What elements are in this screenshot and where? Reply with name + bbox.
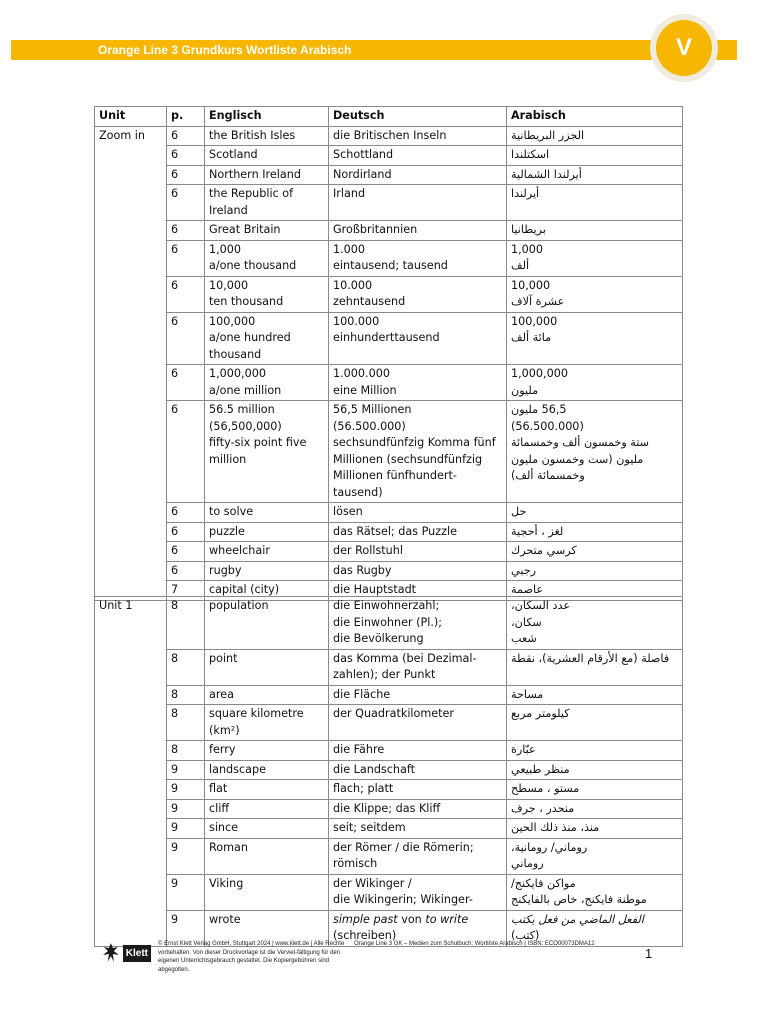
table-row xyxy=(95,819,683,839)
german-italic-term: simple past xyxy=(333,912,398,926)
english-cell: capital (city) xyxy=(205,581,329,601)
page-cell: 6 xyxy=(167,312,205,365)
header-english: Englisch xyxy=(205,107,329,127)
page-cell: 8 xyxy=(167,597,205,650)
german-cell: Schottland xyxy=(329,146,507,166)
header-german: Deutsch xyxy=(329,107,507,127)
arabic-cell: أيرلندا xyxy=(507,185,683,221)
arabic-cell: عبّارة xyxy=(507,741,683,761)
klett-wordmark: Klett xyxy=(123,945,151,962)
header-page: p. xyxy=(167,107,205,127)
page-cell: 9 xyxy=(167,780,205,800)
table-row xyxy=(95,365,683,401)
page-cell: 6 xyxy=(167,522,205,542)
arabic-cell: روماني/ رومانية، روماني xyxy=(507,838,683,874)
table-row xyxy=(95,561,683,581)
page-cell: 8 xyxy=(167,685,205,705)
arabic-cell: 1,000 ألف xyxy=(507,240,683,276)
english-cell: wrote xyxy=(205,910,329,946)
english-cell: landscape xyxy=(205,760,329,780)
german-cell: die Klippe; das Kliff xyxy=(329,799,507,819)
table-row xyxy=(95,705,683,741)
page-cell: 6 xyxy=(167,401,205,503)
table-row xyxy=(95,185,683,221)
page-cell: 9 xyxy=(167,838,205,874)
vocab-table-unit-1 xyxy=(94,596,683,947)
arabic-cell: بريطانيا xyxy=(507,221,683,241)
level-badge xyxy=(656,20,712,76)
vocab-table-zoom-in xyxy=(94,106,683,601)
german-cell: 1.000 eintausend; tausend xyxy=(329,240,507,276)
page-cell: 9 xyxy=(167,910,205,946)
table-row xyxy=(95,780,683,800)
page-cell: 8 xyxy=(167,649,205,685)
page-cell: 6 xyxy=(167,221,205,241)
footer-copyright: © Ernst Klett Verlag GmbH, Stuttgart 2024 | www.klett.de | Alle Rechte vorbehalten. Von dieser Druckvorlage ist die Verviel-fältigung für den eigenen Unterrichtsgebrauch gestattet. Die Kopiergebühren sind abgegolten. xyxy=(158,941,345,973)
table-row xyxy=(95,221,683,241)
german-cell: das Komma (bei Dezimal-zahlen); der Punkt xyxy=(329,649,507,685)
english-cell: Viking xyxy=(205,874,329,910)
table-row xyxy=(95,312,683,365)
german-cell: die Hauptstadt xyxy=(329,581,507,601)
header-arabic: Arabisch xyxy=(507,107,683,127)
arabic-cell: مساحة xyxy=(507,685,683,705)
table-row xyxy=(95,597,683,650)
arabic-cell: اسكتلندا xyxy=(507,146,683,166)
page-cell: 9 xyxy=(167,760,205,780)
english-cell: flat xyxy=(205,780,329,800)
page-cell: 6 xyxy=(167,365,205,401)
table-row xyxy=(95,838,683,874)
page-cell: 6 xyxy=(167,503,205,523)
page-cell: 6 xyxy=(167,561,205,581)
arabic-cell: مواكن فايكنج/ موطنة فايكنج، خاص بالفايكنج xyxy=(507,874,683,910)
table-row xyxy=(95,542,683,562)
english-cell: 100,000 a/one hundred thousand xyxy=(205,312,329,365)
page-number: 1 xyxy=(645,946,653,961)
german-cell: die Fläche xyxy=(329,685,507,705)
header-unit xyxy=(95,107,167,127)
english-cell: cliff xyxy=(205,799,329,819)
german-italic-verb: to write xyxy=(425,912,469,926)
klett-figure-icon xyxy=(101,942,121,964)
german-cell: Nordirland xyxy=(329,165,507,185)
arabic-translation: (كتب) xyxy=(511,929,540,942)
english-cell: wheelchair xyxy=(205,542,329,562)
german-cell: seit; seitdem xyxy=(329,819,507,839)
klett-logo xyxy=(101,940,151,966)
arabic-cell: عاصمة xyxy=(507,581,683,601)
table-row xyxy=(95,126,683,146)
table-row xyxy=(95,401,683,503)
page-cell: 7 xyxy=(167,581,205,601)
english-cell: area xyxy=(205,685,329,705)
german-cell: 100.000 einhunderttausend xyxy=(329,312,507,365)
german-translation: (schreiben) xyxy=(333,929,397,942)
page-cell: 6 xyxy=(167,276,205,312)
german-cell: der Wikinger / die Wikingerin; Wikinger- xyxy=(329,874,507,910)
german-cell: das Rätsel; das Puzzle xyxy=(329,522,507,542)
table-row xyxy=(95,874,683,910)
arabic-cell: 10,000 عشرة آلاف xyxy=(507,276,683,312)
page-cell: 8 xyxy=(167,705,205,741)
table-row xyxy=(95,649,683,685)
german-cell: flach; platt xyxy=(329,780,507,800)
english-cell: point xyxy=(205,649,329,685)
table-row xyxy=(95,799,683,819)
english-cell: since xyxy=(205,819,329,839)
english-cell: rugby xyxy=(205,561,329,581)
german-cell: Großbritannien xyxy=(329,221,507,241)
arabic-italic-term: الفعل الماضي من فعل يكتب xyxy=(511,912,644,926)
german-cell: lösen xyxy=(329,503,507,523)
table-row xyxy=(95,240,683,276)
german-cell: 56,5 Millionen (56.500.000) sechsundfünfzig Komma fünf Millionen (sechsundfünfzig Millionen fünfhundert-tausend) xyxy=(329,401,507,503)
level-badge-letter: V xyxy=(675,34,692,61)
vocab-table-body xyxy=(95,597,683,947)
arabic-cell: الجزر البريطانية xyxy=(507,126,683,146)
page-cell: 9 xyxy=(167,799,205,819)
arabic-cell: منحدر ، جرف xyxy=(507,799,683,819)
arabic-cell: أيرلندا الشمالية xyxy=(507,165,683,185)
arabic-cell: فاصلة (مع الأرقام العشرية)، نقطة xyxy=(507,649,683,685)
arabic-cell: مستو ، مسطح xyxy=(507,780,683,800)
arabic-cell: 56,5 مليون (56.500.000) ستة وخمسون ألف وخمسمائة مليون (ست وخمسون مليون وخمسمائة ألف) xyxy=(507,401,683,503)
german-cell: die Landschaft xyxy=(329,760,507,780)
english-cell: 10,000 ten thousand xyxy=(205,276,329,312)
page-cell: 6 xyxy=(167,240,205,276)
german-cell: 1.000.000 eine Million xyxy=(329,365,507,401)
german-cell: der Rollstuhl xyxy=(329,542,507,562)
table-row xyxy=(95,522,683,542)
english-cell: Great Britain xyxy=(205,221,329,241)
german-cell: 10.000 zehntausend xyxy=(329,276,507,312)
arabic-cell: منذ، منذ ذلك الحين xyxy=(507,819,683,839)
page-cell: 8 xyxy=(167,741,205,761)
german-cell: die Britischen Inseln xyxy=(329,126,507,146)
english-cell: 56.5 million (56,500,000) fifty-six point five million xyxy=(205,401,329,503)
table-row xyxy=(95,760,683,780)
english-cell: the Republic of Ireland xyxy=(205,185,329,221)
vocab-table-body xyxy=(95,107,683,601)
unit-cell xyxy=(95,126,167,600)
german-cell: das Rugby xyxy=(329,561,507,581)
german-cell: der Quadratkilometer xyxy=(329,705,507,741)
arabic-cell: لغز ، أحجية xyxy=(507,522,683,542)
arabic-cell: كرسي متحرك xyxy=(507,542,683,562)
table-row xyxy=(95,165,683,185)
german-connector: von xyxy=(397,912,426,926)
english-cell: ferry xyxy=(205,741,329,761)
page-cell: 9 xyxy=(167,874,205,910)
footer-isbn: Orange Line 3 GK – Medien zum Schulbuch: Wortliste Arabisch | ISBN: ECO00073DMA12 xyxy=(354,941,595,947)
page-cell: 6 xyxy=(167,146,205,166)
page-cell: 6 xyxy=(167,542,205,562)
english-cell: to solve xyxy=(205,503,329,523)
page-cell: 6 xyxy=(167,185,205,221)
arabic-cell: حل xyxy=(507,503,683,523)
english-cell: Roman xyxy=(205,838,329,874)
unit-cell: Unit 1 xyxy=(95,597,167,947)
arabic-cell: 100,000 مائة ألف xyxy=(507,312,683,365)
english-cell: 1,000 a/one thousand xyxy=(205,240,329,276)
german-cell: Irland xyxy=(329,185,507,221)
english-cell: puzzle xyxy=(205,522,329,542)
table-row xyxy=(95,685,683,705)
header-unit-label: Unit xyxy=(99,109,126,122)
page-cell: 6 xyxy=(167,165,205,185)
english-cell: Northern Ireland xyxy=(205,165,329,185)
table-row xyxy=(95,276,683,312)
arabic-cell: كيلومتر مربع xyxy=(507,705,683,741)
table-row xyxy=(95,503,683,523)
document-title: Orange Line 3 Grundkurs Wortliste Arabisch xyxy=(98,43,352,57)
table-row xyxy=(95,741,683,761)
english-cell: Scotland xyxy=(205,146,329,166)
table-row xyxy=(95,146,683,166)
german-cell: die Fähre xyxy=(329,741,507,761)
arabic-cell: رجبي xyxy=(507,561,683,581)
table-header-row xyxy=(95,107,683,127)
page-cell: 6 xyxy=(167,126,205,146)
arabic-cell: عدد السكان، سكان، شعب xyxy=(507,597,683,650)
arabic-cell: 1,000,000 مليون xyxy=(507,365,683,401)
german-cell: die Einwohnerzahl; die Einwohner (Pl.); die Bevölkerung xyxy=(329,597,507,650)
english-cell: square kilometre (km²) xyxy=(205,705,329,741)
unit-sublabel: Zoom in xyxy=(99,128,146,142)
german-cell: der Römer / die Römerin; römisch xyxy=(329,838,507,874)
english-cell: 1,000,000 a/one million xyxy=(205,365,329,401)
page-cell: 9 xyxy=(167,819,205,839)
arabic-cell: منظر طبيعي xyxy=(507,760,683,780)
english-cell: population xyxy=(205,597,329,650)
english-cell: the British Isles xyxy=(205,126,329,146)
